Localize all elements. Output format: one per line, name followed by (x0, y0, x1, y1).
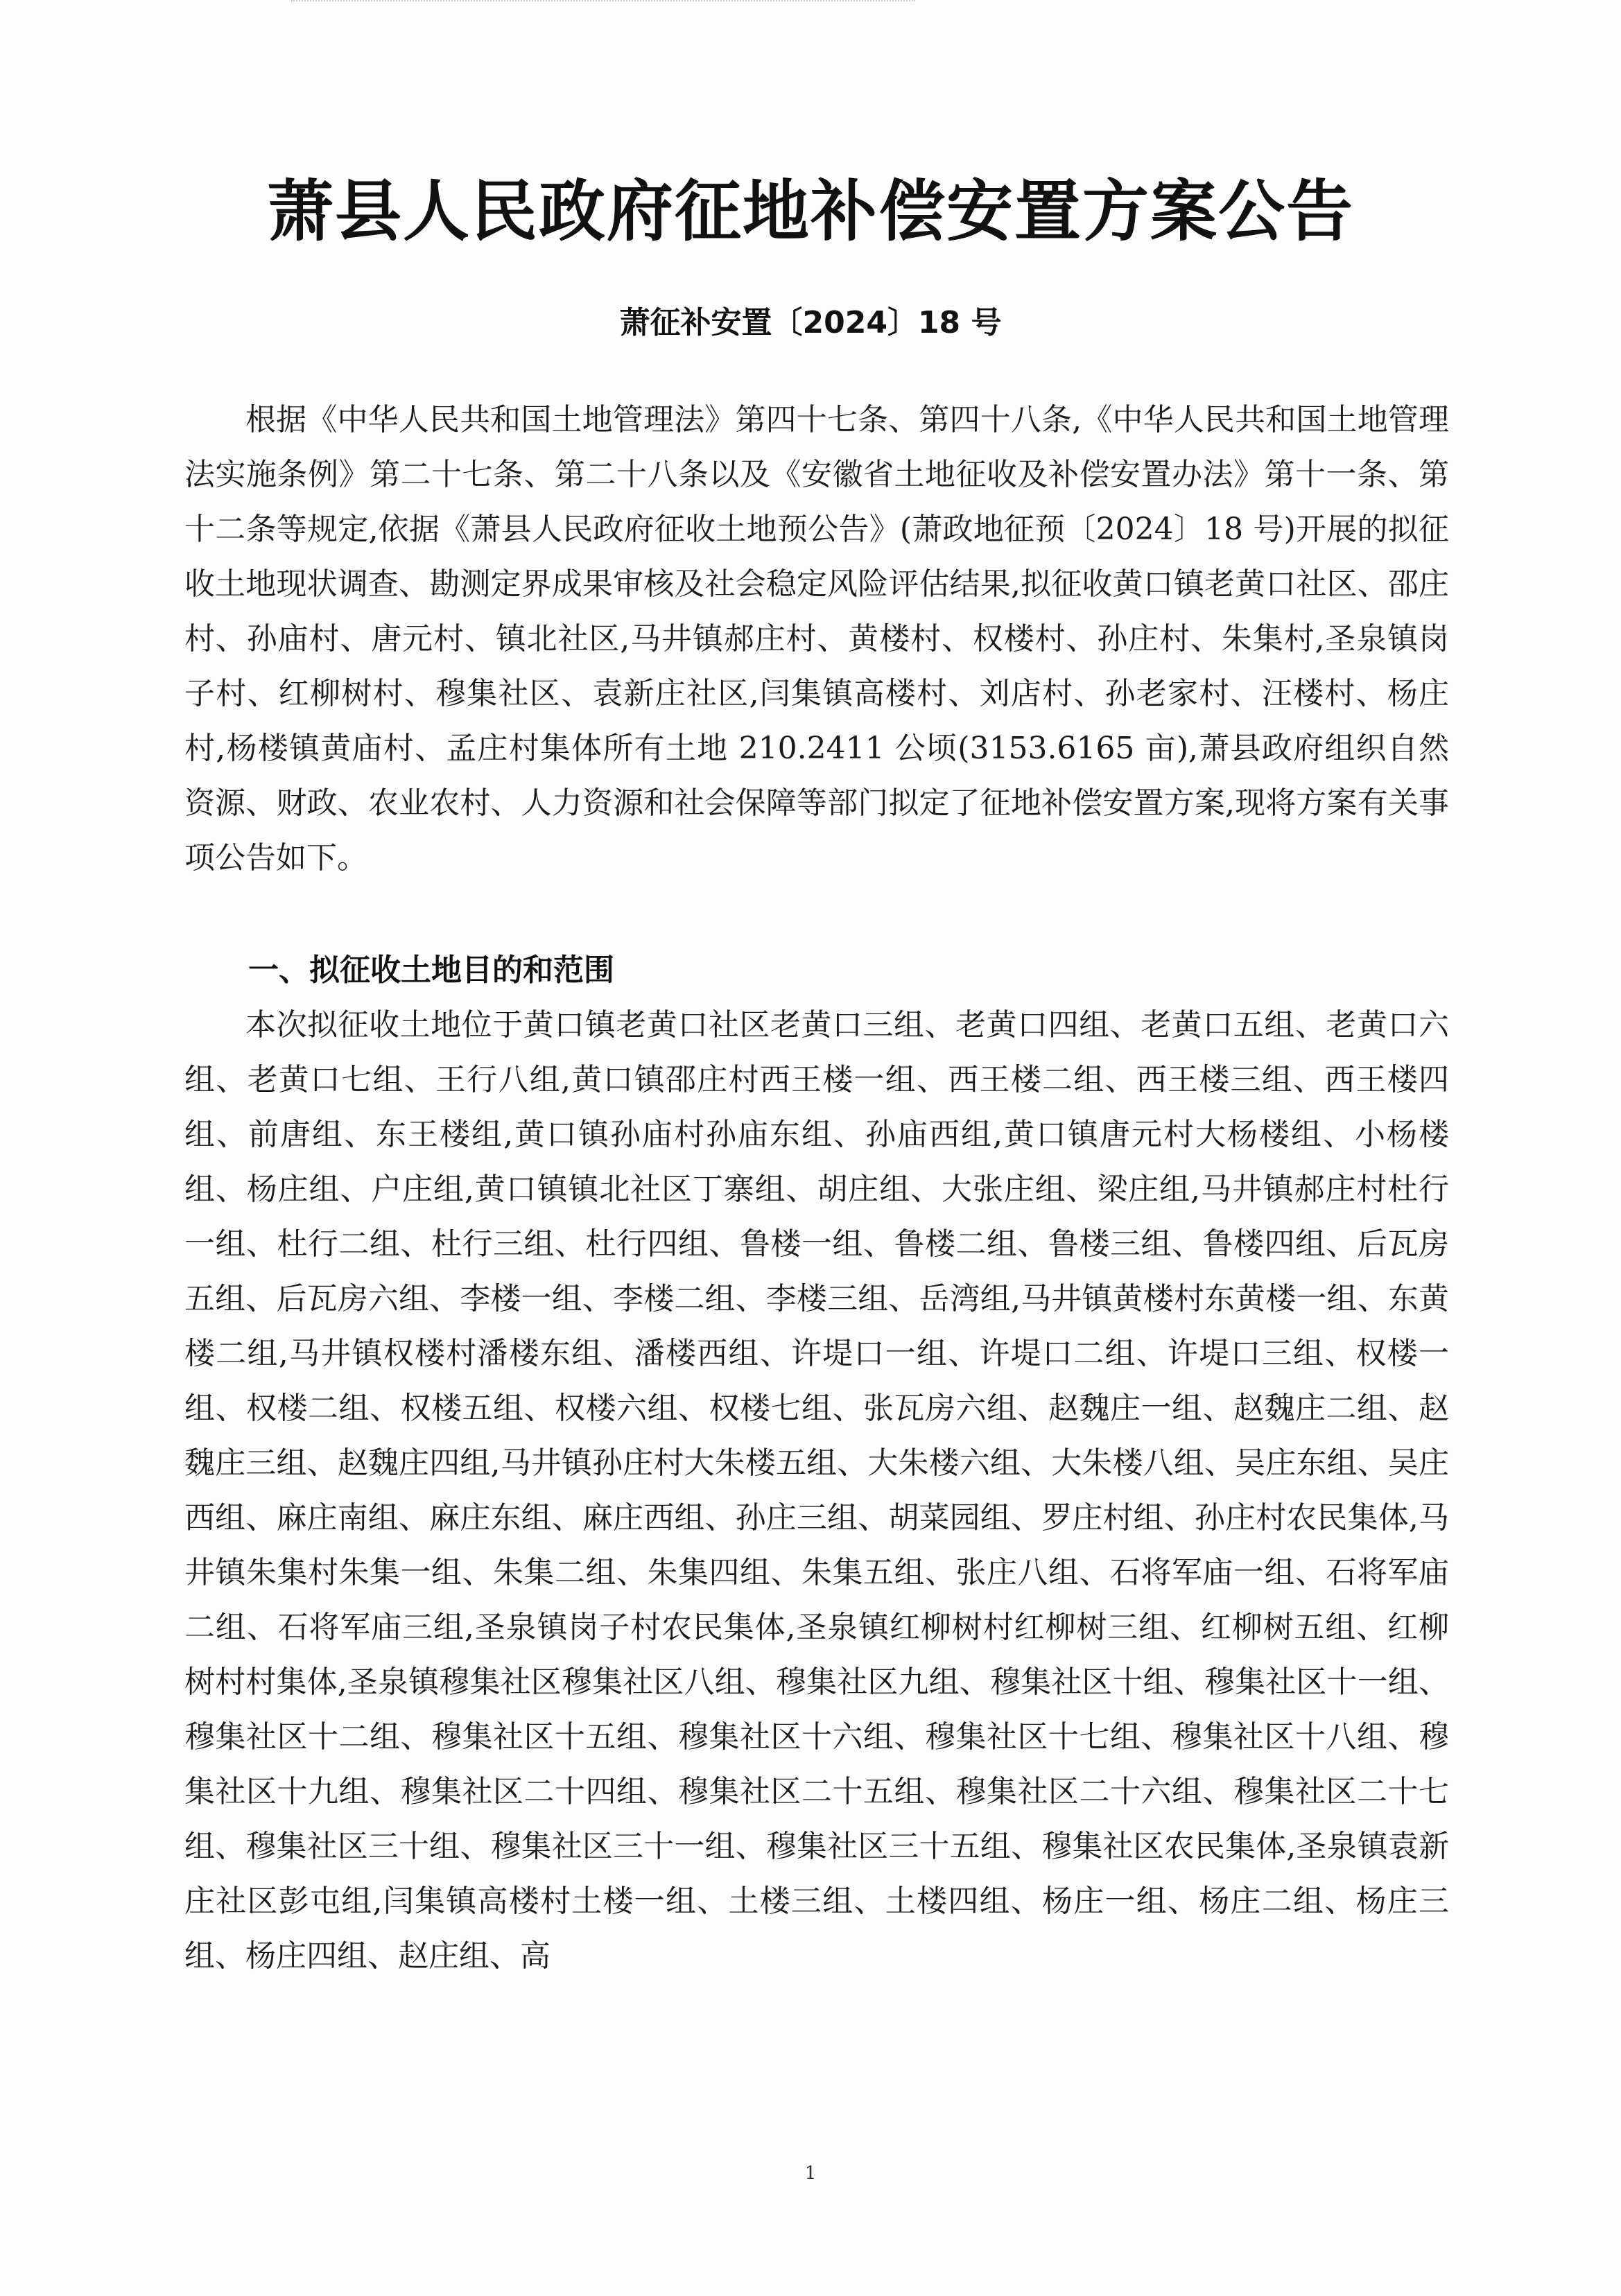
document-number: 萧征补安置〔2024〕18 号 (619, 305, 1002, 340)
page-title: 萧县人民政府征地补偿安置方案公告 (267, 173, 1354, 250)
page-number: 1 (804, 2163, 817, 2184)
section-heading: 一、拟征收土地目的和范围 (248, 953, 614, 988)
intro-paragraph: 根据《中华人民共和国土地管理法》第四十七条、第四十八条,《中华人民共和国土地管理法实施条例》第二十七条、第二十八条以及《安徽省土地征收及补偿安置办法》第十一条、第十二条等规定,依据《萧县人民政府征收土地预公告》(萧政地征预〔2024〕18 号)开展的拟征收土地现状调查、勘测定界成果审核及社会稳定风险评估结果,拟征收黄口镇老黄口社区、邵庄村、孙庙村、唐元村、镇北社区,马井镇郝庄村、黄楼村、权楼村、孙庄村、朱集村,圣泉镇岗子村、红柳树村、穆集社区、袁新庄社区,闫集镇高楼村、刘店村、孙老家村、汪楼村、杨庄村,杨楼镇黄庙村、孟庄村集体所有土地 210.2411 公顷(3153.6165 亩),萧县政府组织自然资源、财政、农业农村、人力资源和社会保障等部门拟定了征地补偿安置方案,现将方案有关事项公告如下。 (184, 402, 1449, 876)
scope-paragraph: 本次拟征收土地位于黄口镇老黄口社区老黄口三组、老黄口四组、老黄口五组、老黄口六组、老黄口七组、王行八组,黄口镇邵庄村西王楼一组、西王楼二组、西王楼三组、西王楼四组、前唐组、东王楼组,黄口镇孙庙村孙庙东组、孙庙西组,黄口镇唐元村大杨楼组、小杨楼组、杨庄组、户庄组,黄口镇镇北社区丁寨组、胡庄组、大张庄组、梁庄组,马井镇郝庄村杜行一组、杜行二组、杜行三组、杜行四组、鲁楼一组、鲁楼二组、鲁楼三组、鲁楼四组、后瓦房五组、后瓦房六组、李楼一组、李楼二组、李楼三组、岳湾组,马井镇黄楼村东黄楼一组、东黄楼二组,马井镇权楼村潘楼东组、潘楼西组、许堤口一组、许堤口二组、许堤口三组、权楼一组、权楼二组、权楼五组、权楼六组、权楼七组、张瓦房六组、赵魏庄一组、赵魏庄二组、赵魏庄三组、赵魏庄四组,马井镇孙庄村大朱楼五组、大朱楼六组、大朱楼八组、吴庄东组、吴庄西组、麻庄南组、麻庄东组、麻庄西组、孙庄三组、胡菜园组、罗庄村组、孙庄村农民集体,马井镇朱集村朱集一组、朱集二组、朱集四组、朱集五组、张庄八组、石将军庙一组、石将军庙二组、石将军庙三组,圣泉镇岗子村农民集体,圣泉镇红柳树村红柳树三组、红柳树五组、红柳树村村集体,圣泉镇穆集社区穆集社区八组、穆集社区九组、穆集社区十组、穆集社区十一组、穆集社区十二组、穆集社区十五组、穆集社区十六组、穆集社区十七组、穆集社区十八组、穆集社区十九组、穆集社区二十四组、穆集社区二十五组、穆集社区二十六组、穆集社区二十七组、穆集社区三十组、穆集社区三十一组、穆集社区三十五组、穆集社区农民集体,圣泉镇袁新庄社区彭屯组,闫集镇高楼村土楼一组、土楼三组、土楼四组、杨庄一组、杨庄二组、杨庄三组、杨庄四组、赵庄组、高 (184, 1007, 1449, 1974)
scan-artifact (291, 0, 915, 6)
